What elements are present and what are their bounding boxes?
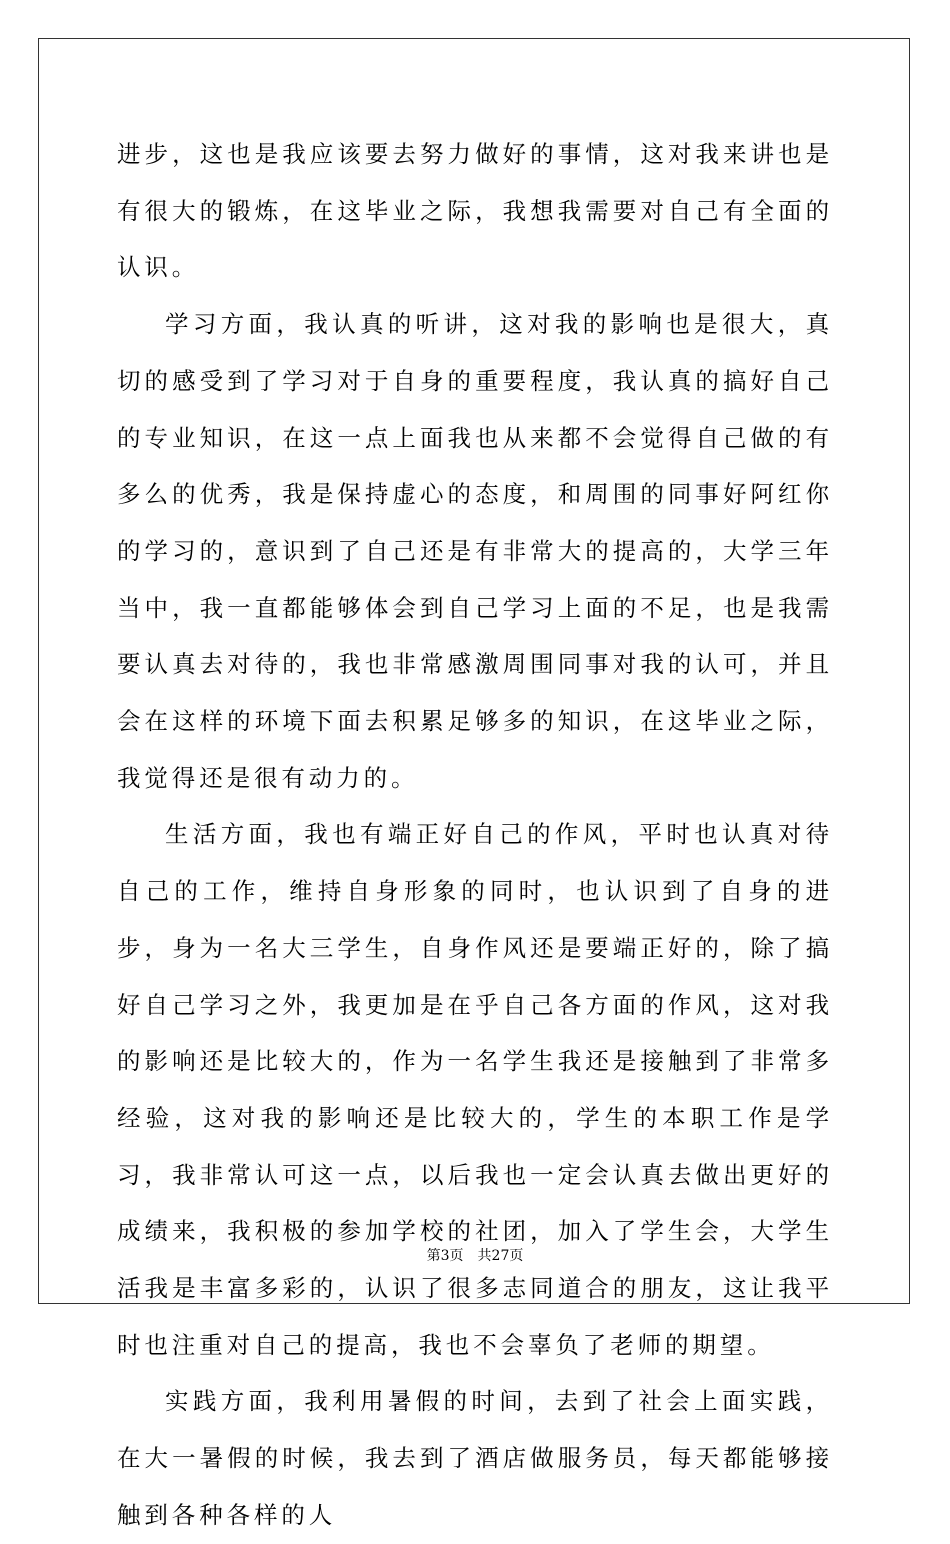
paragraph-study: 学习方面，我认真的听讲，这对我的影响也是很大，真切的感受到了学习对于自身的重要程度，我认真的搞好自己的专业知识，在这一点上面我也从来都不会觉得自己做的有多么的优秀，我是保持虚心的态度，和周围的同事好阿红你的学习的，意识到了自己还是有非常大的提高的，大学三年当中，我一直都能够体会到自己学习上面的不足，也是我需要认真去对待的，我也非常感激周围同事对我的认可，并且会在这样的环境下面去积累足够多的知识，在这毕业之际，我觉得还是很有动力的。 xyxy=(117,310,833,792)
page-footer xyxy=(0,1246,950,1266)
document-body xyxy=(117,126,833,1544)
paragraph-practice: 实践方面，我利用暑假的时间，去到了社会上面实践，在大一暑假的时候，我去到了酒店做服务员，每天都能够接触到各种各样的人 xyxy=(117,1387,833,1529)
paragraph-continuation: 进步，这也是我应该要去努力做好的事情，这对我来讲也是有很大的锻炼，在这毕业之际，我想我需要对自己有全面的认识。 xyxy=(117,140,833,282)
paragraph-life: 生活方面，我也有端正好自己的作风，平时也认真对待自己的工作，维持自身形象的同时，也认识到了自身的进步，身为一名大三学生，自身作风还是要端正好的，除了搞好自己学习之外，我更加是在乎自己各方面的作风，这对我的影响还是比较大的，作为一名学生我还是接触到了非常多经验，这对我的影响还是比较大的，学生的本职工作是学习，我非常认可这一点，以后我也一定会认真去做出更好的成绩来，我积极的参加学校的社团，加入了学生会，大学生活我是丰富多彩的，认识了很多志同道合的朋友，这让我平时也注重对自己的提高，我也不会辜负了老师的期望。 xyxy=(117,820,833,1359)
total-page-count: 共27页 xyxy=(477,1248,524,1264)
current-page-number: 第3页 xyxy=(426,1248,464,1264)
